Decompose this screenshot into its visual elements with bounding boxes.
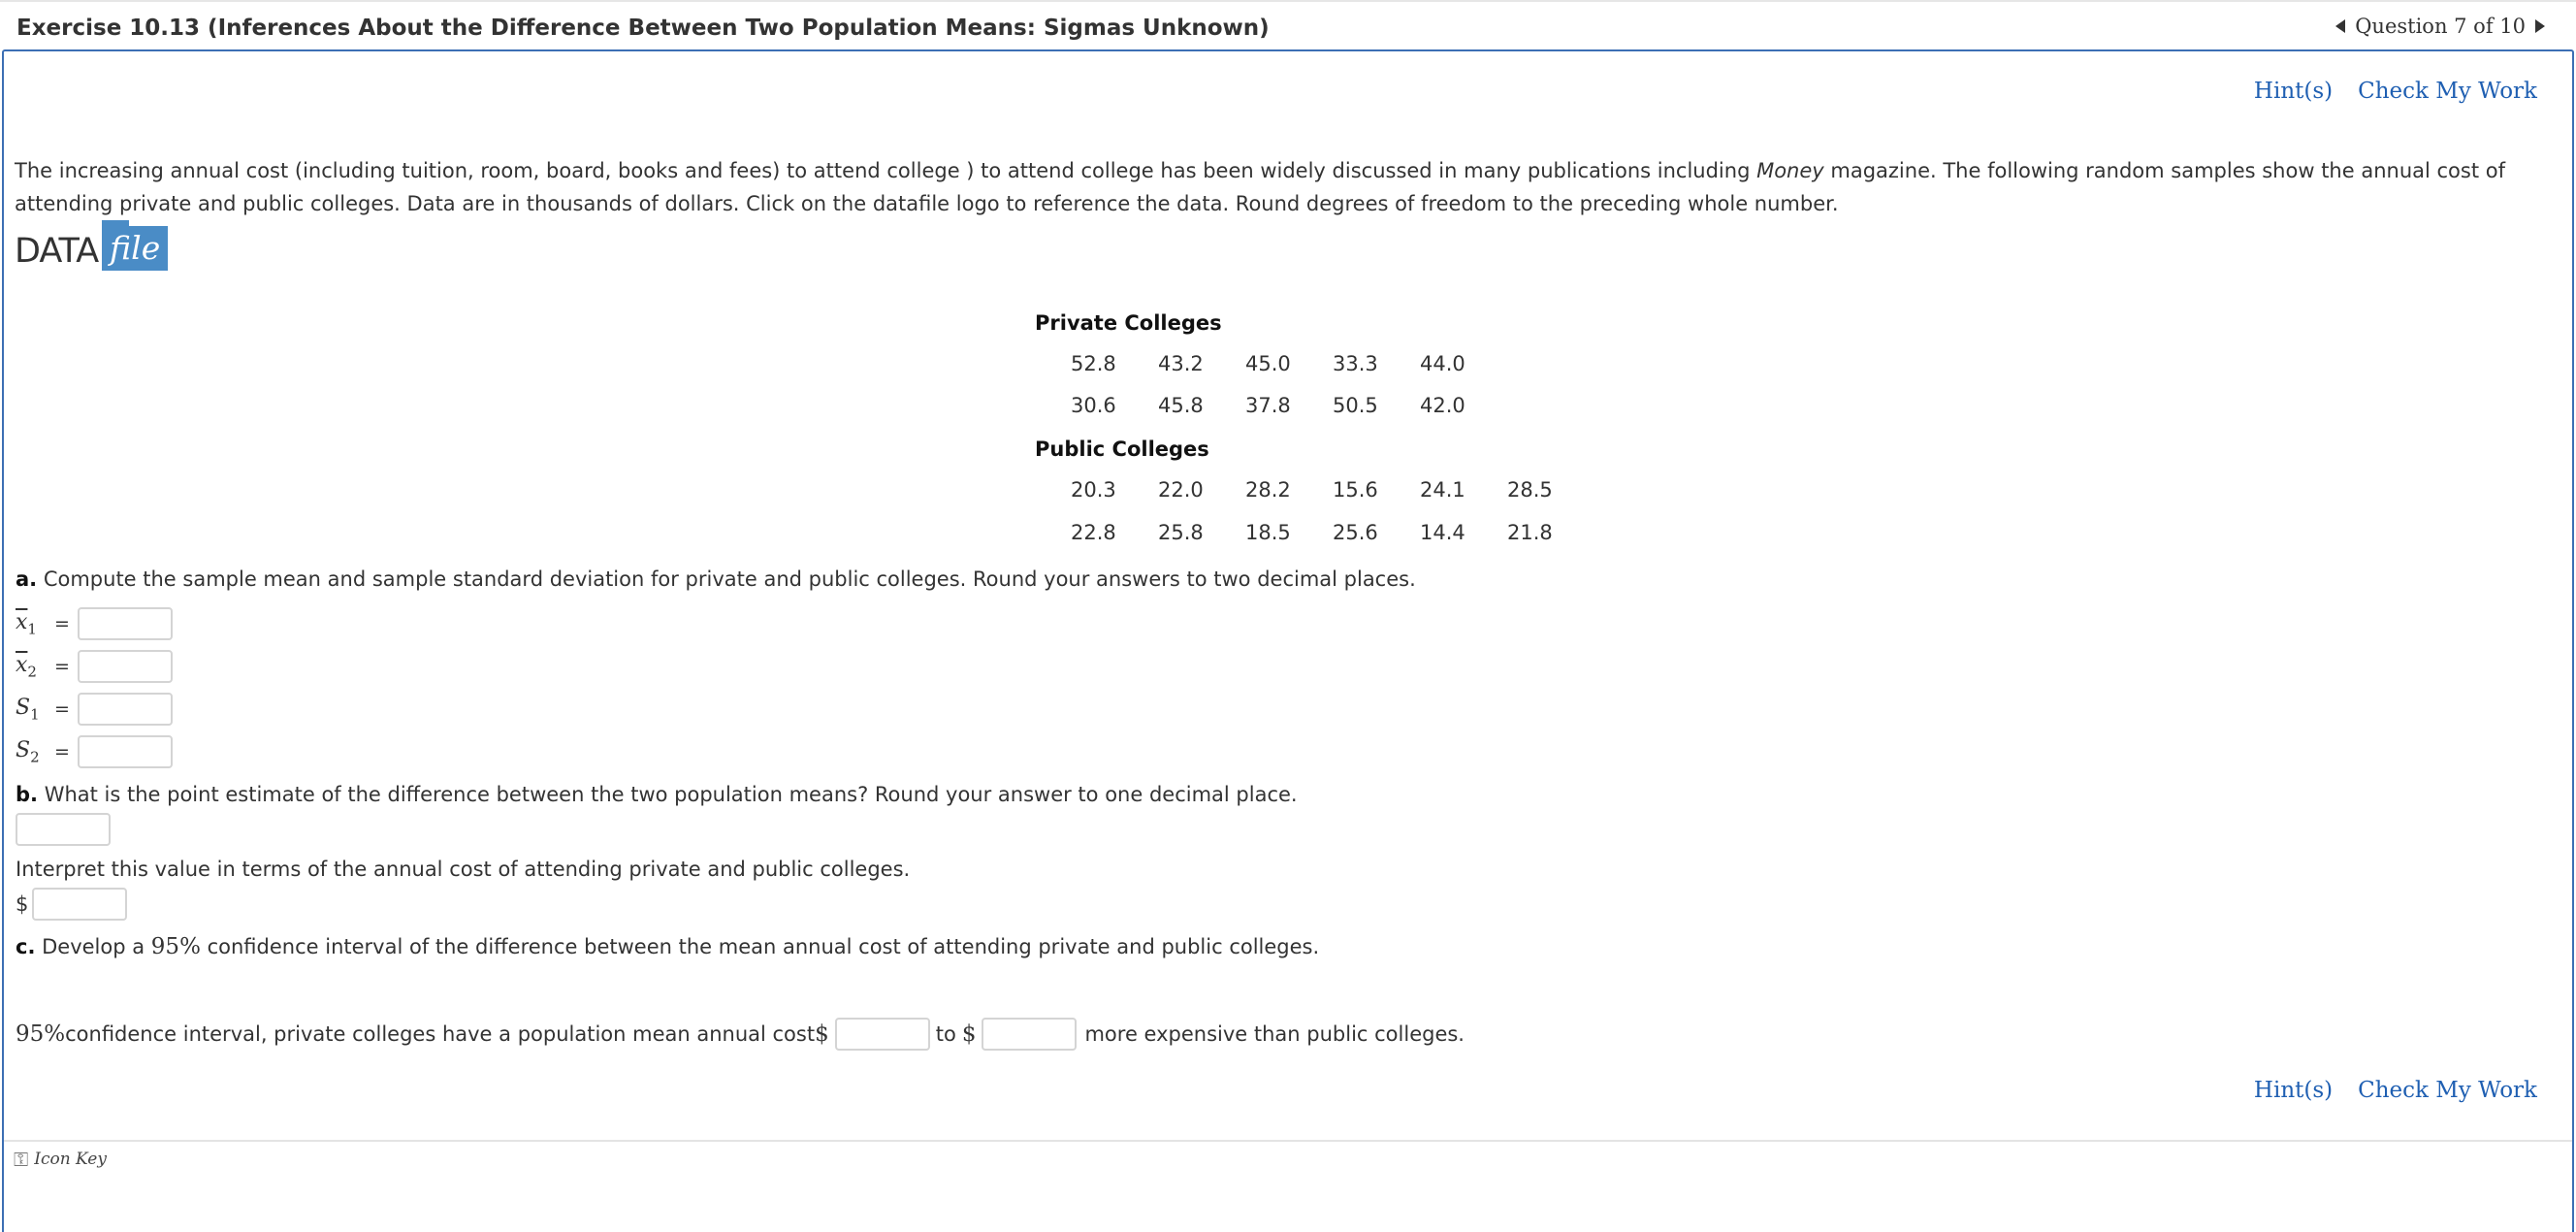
ci-tail-text: more expensive than public colleges. bbox=[1084, 1022, 1465, 1046]
part-c-text-after: confidence interval of the difference between the mean annual cost of attending private and public colleges. bbox=[200, 935, 1320, 958]
datafile-logo-word: DATA bbox=[15, 232, 99, 271]
private-data-row bbox=[1071, 394, 1507, 417]
s1-symbol: $S_1$ bbox=[16, 695, 40, 724]
data-cell: 44.0 bbox=[1420, 352, 1465, 375]
equals-sign: = bbox=[54, 613, 70, 634]
hints-link-bottom[interactable]: Hint(s) bbox=[2253, 1078, 2334, 1103]
interpret-row bbox=[16, 888, 127, 921]
question-panel bbox=[2, 49, 2574, 1232]
ci-text: confidence interval, private colleges have a population mean annual cost bbox=[65, 1022, 816, 1046]
exercise-header bbox=[0, 0, 2576, 50]
private-data-row bbox=[1071, 352, 1507, 375]
part-b-letter: b. bbox=[16, 783, 39, 806]
data-cell: 52.8 bbox=[1071, 352, 1116, 375]
s2-row bbox=[16, 734, 173, 769]
icon-key-button[interactable] bbox=[14, 1148, 107, 1171]
data-cell: 42.0 bbox=[1420, 394, 1465, 417]
ci-upper-input[interactable] bbox=[982, 1018, 1077, 1051]
data-cell: 25.8 bbox=[1158, 521, 1204, 544]
data-cell: 30.6 bbox=[1071, 394, 1116, 417]
part-b-text: What is the point estimate of the difference between the two population means? Round your answer to one decimal place. bbox=[38, 783, 1298, 806]
point-estimate-input[interactable] bbox=[16, 813, 111, 846]
public-colleges-title: Public Colleges bbox=[1035, 438, 1209, 461]
equals-sign: = bbox=[54, 741, 70, 762]
data-cell: 22.8 bbox=[1071, 521, 1116, 544]
part-c-question bbox=[16, 934, 1319, 959]
equals-sign: = bbox=[54, 656, 70, 677]
s1-row bbox=[16, 692, 173, 727]
data-cell: 18.5 bbox=[1245, 521, 1291, 544]
xbar2-symbol: $\overline{x}_2$ bbox=[16, 652, 37, 681]
equals-sign: = bbox=[54, 698, 70, 720]
top-links bbox=[2254, 79, 2537, 104]
data-cell: 33.3 bbox=[1333, 352, 1378, 375]
question-navigator bbox=[2335, 15, 2545, 38]
confidence-interval-row bbox=[16, 1018, 1465, 1051]
ci-lower-input[interactable] bbox=[835, 1018, 930, 1051]
part-c-letter: c. bbox=[16, 935, 36, 958]
data-cell: 25.6 bbox=[1333, 521, 1378, 544]
check-my-work-link-top[interactable]: Check My Work bbox=[2358, 79, 2537, 104]
intro-text-end: magazine. The following random samples show the annual cost of attending private and public colleges. Data are in thousands of dollars. Click on the datafile logo to reference the data. Round degrees of freedom to the preceding whole number. bbox=[15, 159, 2505, 215]
s1-input[interactable] bbox=[78, 693, 173, 726]
interpret-value-input[interactable] bbox=[32, 888, 127, 921]
data-cell: 28.2 bbox=[1245, 478, 1291, 502]
icon-key-label: Icon Key bbox=[34, 1150, 107, 1169]
data-cell: 14.4 bbox=[1420, 521, 1465, 544]
part-c-text-before: Develop a bbox=[35, 935, 151, 958]
ci-percent: 95% bbox=[16, 1021, 66, 1047]
next-question-icon[interactable] bbox=[2535, 19, 2545, 33]
question-counter: Question 7 of 10 bbox=[2355, 15, 2526, 38]
part-b-question bbox=[16, 783, 1298, 806]
to-label: to bbox=[935, 1022, 956, 1046]
data-cell: 43.2 bbox=[1158, 352, 1204, 375]
xbar2-input[interactable] bbox=[78, 650, 173, 683]
xbar1-symbol: $\overline{x}_1$ bbox=[16, 609, 37, 638]
problem-statement bbox=[15, 154, 2556, 220]
s2-symbol: $S_2$ bbox=[16, 737, 40, 766]
part-a-letter: a. bbox=[16, 567, 38, 591]
data-cell: 37.8 bbox=[1245, 394, 1291, 417]
dollar-sign: $ bbox=[961, 1021, 977, 1047]
data-cell: 21.8 bbox=[1507, 521, 1553, 544]
confidence-percent: 95% bbox=[150, 934, 201, 959]
data-cell: 20.3 bbox=[1071, 478, 1116, 502]
interpret-prompt: Interpret this value in terms of the annual cost of attending private and public colleges. bbox=[16, 858, 911, 881]
footer-divider bbox=[4, 1140, 2572, 1142]
part-a-text: Compute the sample mean and sample standard deviation for private and public colleges. Round your answers to two decimal places. bbox=[37, 567, 1416, 591]
data-cell: 28.5 bbox=[1507, 478, 1553, 502]
dollar-sign: $ bbox=[815, 1021, 829, 1047]
datafile-logo-button[interactable] bbox=[15, 226, 168, 271]
previous-question-icon[interactable] bbox=[2335, 19, 2345, 33]
magazine-name: Money bbox=[1756, 159, 1824, 182]
public-data-row bbox=[1071, 478, 1594, 502]
datafile-folder-icon: file bbox=[102, 226, 168, 271]
key-icon: ⚿ bbox=[14, 1148, 29, 1171]
hints-link-top[interactable]: Hint(s) bbox=[2253, 79, 2334, 104]
data-cell: 15.6 bbox=[1333, 478, 1378, 502]
private-colleges-title: Private Colleges bbox=[1035, 311, 1222, 335]
xbar1-row bbox=[16, 606, 173, 641]
data-cell: 50.5 bbox=[1333, 394, 1378, 417]
dollar-sign: $ bbox=[16, 892, 29, 916]
data-cell: 45.8 bbox=[1158, 394, 1204, 417]
xbar2-row bbox=[16, 649, 173, 684]
exercise-title: Exercise 10.13 (Inferences About the Difference Between Two Population Means: Sigmas Unknown) bbox=[16, 16, 1270, 41]
bottom-links bbox=[2254, 1078, 2537, 1103]
public-data-row bbox=[1071, 521, 1594, 544]
s2-input[interactable] bbox=[78, 735, 173, 768]
part-a-question bbox=[16, 567, 1416, 591]
xbar1-input[interactable] bbox=[78, 607, 173, 640]
data-cell: 45.0 bbox=[1245, 352, 1291, 375]
data-cell: 22.0 bbox=[1158, 478, 1204, 502]
data-cell: 24.1 bbox=[1420, 478, 1465, 502]
intro-text-start: The increasing annual cost (including tuition, room, board, books and fees) to attend college ) to attend college has been widely discussed in many publications including bbox=[15, 159, 1757, 182]
check-my-work-link-bottom[interactable]: Check My Work bbox=[2358, 1078, 2537, 1103]
